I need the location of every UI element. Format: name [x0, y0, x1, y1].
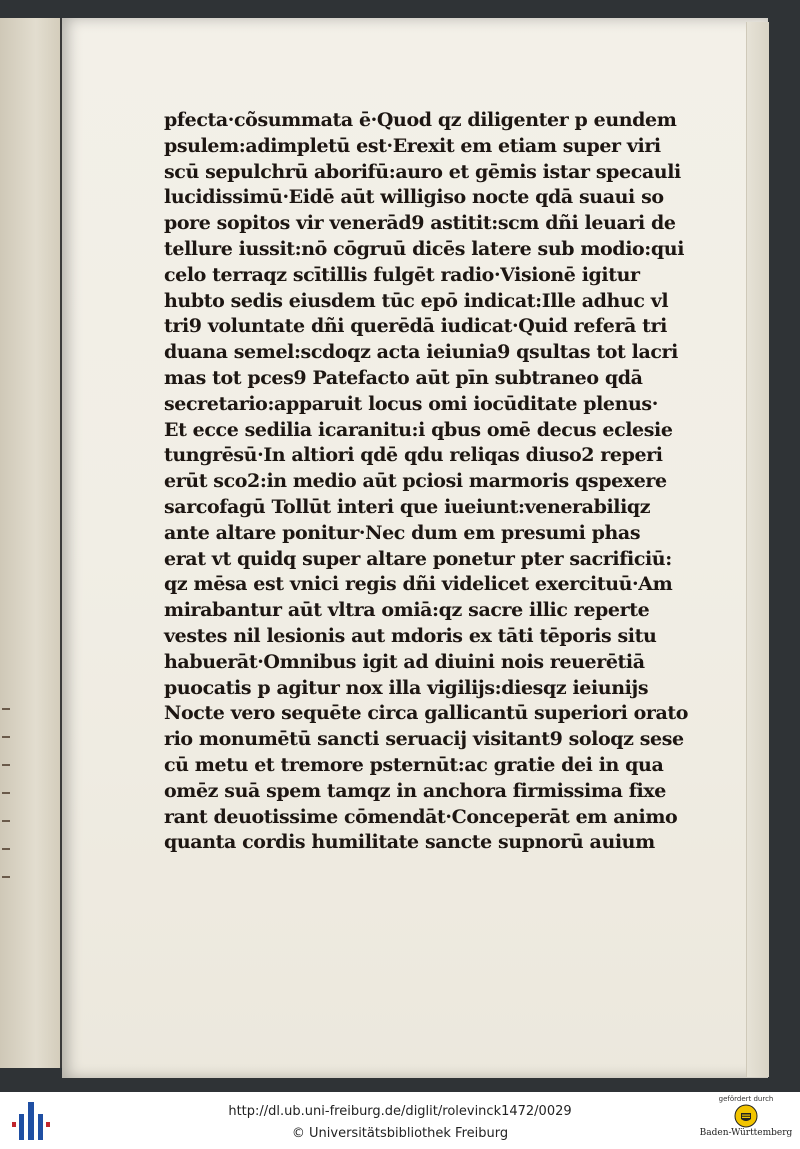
text-line: celo terraqz scītillis fulgēt radio·Visionē igitur [164, 263, 640, 286]
page-margin-marks [2, 708, 14, 904]
text-line: vestes nil lesionis aut mdoris ex tāti tēporis situ [164, 624, 657, 647]
text-line: omēz suā spem tamqz in anchora firmissima fixe [164, 779, 666, 802]
document-url-link[interactable]: http://dl.ub.uni-freiburg.de/diglit/rolevinck1472/0029 [228, 1104, 572, 1119]
text-line: quanta cordis humilitate sancte supnorū auium [164, 831, 655, 854]
text-line: Et ecce sedilia icaranitu:i qbus omē decus eclesie [164, 418, 673, 441]
sponsor-badge[interactable] [694, 1095, 798, 1147]
text-line: mirabantur aūt vltra omiā:qz sacre illic reperte [164, 599, 650, 622]
text-line: secretario:apparuit locus omi iocūditate plenus· [164, 392, 658, 415]
text-line: pfecta·cõsummata ē·Quod qz diligenter p eundem [164, 109, 677, 131]
text-line: Nocte vero sequēte circa gallicantū superiori orato [164, 702, 689, 725]
previous-page-edge [0, 18, 62, 1068]
text-line: qz mēsa est vnici regis dñi videlicet exercituū·Am [164, 573, 673, 596]
viewer-footer [0, 1092, 800, 1149]
text-line: puocatis p agitur nox illa vigilijs:diesqz ieiunijs [164, 676, 649, 699]
text-line: tellure iussit:nō cōgruū dicēs latere sub modio:qui [164, 237, 685, 260]
text-line: scū sepulchrū aborifū:auro et gēmis istar specauli [164, 160, 681, 183]
text-line: hubto sedis eiusdem tūc epō indicat:Ille adhuc vl [164, 289, 669, 312]
text-line: cū metu et tremore psternūt:ac gratie dei in qua [164, 753, 664, 776]
baden-wuerttemberg-seal-icon [734, 1104, 758, 1128]
text-line: psulem:adimpletū est·Erexit em etiam super viri [164, 134, 661, 157]
sponsor-name: Baden-Württemberg [699, 1128, 793, 1138]
text-line: duana semel:scdoqz acta ieiunia9 qsultas tot lacri [164, 341, 678, 364]
page-text-block [164, 108, 689, 856]
copyright-text: © Universitätsbibliothek Freiburg [291, 1126, 509, 1141]
text-line: sarcofagū Tollūt interi que iueiunt:venerabiliqz [164, 495, 651, 518]
text-line: tungrēsū·In altiori qdē qdu reliqas diuso2 reperi [164, 444, 663, 467]
text-line: habuerāt·Omnibus igit ad diuini nois reuerētiā [164, 650, 645, 673]
text-line: erat vt quidq super altare ponetur pter sacrificiū: [164, 547, 672, 570]
sponsor-label: gefördert durch [718, 1095, 774, 1103]
text-line: rio monumētū sancti seruacij visitant9 soloqz sese [164, 728, 684, 751]
text-line: erūt sco2:in medio aūt pciosi marmoris qspexere [164, 470, 667, 493]
text-line: rant deuotissime cōmendāt·Conceperāt em animo [164, 805, 678, 828]
text-line: tri9 voluntate dñi querēdā iudicat·Quid referā tri [164, 315, 667, 338]
text-line: ante altare ponitur·Nec dum em presumi phas [164, 521, 641, 544]
text-line: mas tot pces9 Patefacto aūt pīn subtraneo qdā [164, 366, 643, 389]
text-line: pore sopitos vir venerād9 astitit:scm dñi leuari de [164, 212, 676, 235]
page-fore-edge [746, 22, 769, 1077]
text-line: lucidissimū·Eidē aūt willigiso nocte qdā suaui so [164, 186, 664, 209]
